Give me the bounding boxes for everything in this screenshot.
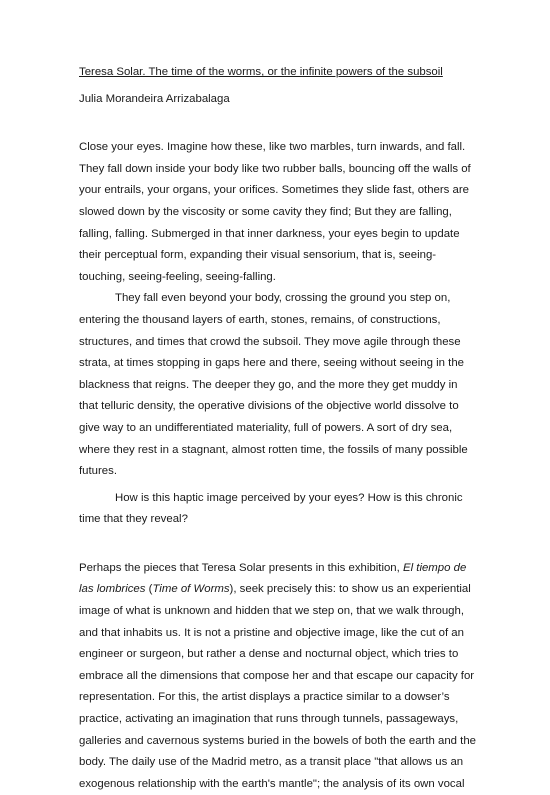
paragraph-4-text-after: ), seek precisely this: to show us an experiential image of what is unknown and hidden that we step on, that we walk through, and that inhabits us. It is not a pristine and objective image, like the cut of an engineer or surgeon, but rather a dense and nocturnal object, which tries to embrace all the dimensions that compose her and that escape our capacity for representation. For this, the artist displays a practice similar to a dowser’s practice, activating an imagination that runs through tunnels, passageways, galleries and cavernous systems buried in the bowels of both the earth and the body. The daily use of the Madrid metro, as a transit place "that allows us an exogenous relationship with the earth's mantle"; the analysis of its own vocal [79, 583, 477, 790]
paragraph-2: They fall even beyond your body, crossing the ground you step on, entering the thousand layers of earth, stones, remains, of constructions, structures, and times that crowd the subsoil. They move agile through these strata, at times stopping in gaps here and there, seeing without seeing in the blackness that reigns. The deeper they go, and the more they get muddy in that telluric density, the operative divisions of the objective world dissolve to give way to an undifferentiated materiality, full of powers. A sort of dry sea, where they rest in a stagnant, almost rotten time, the fossils of many possible futures. [79, 292, 468, 478]
paragraph-4-text-before: Perhaps the pieces that Teresa Solar presents in this exhibition, [79, 561, 403, 574]
paragraph-3: How is this haptic image perceived by your eyes? How is this chronic time that they reveal? [79, 491, 463, 526]
document-author: Julia Morandeira Arrizabalaga [79, 92, 230, 105]
paragraph-4 [79, 558, 479, 795]
exhibition-title-english: Time of Worms [152, 583, 230, 596]
document-page [79, 62, 479, 795]
paragraph-1: Close your eyes. Imagine how these, like two marbles, turn inwards, and fall. They fall down inside your body like two rubber balls, bouncing off the walls of your entrails, your organs, your orifices. Sometimes they slide fast, others are slowed down by the viscosity or some cavity they find; But they are falling, falling, falling. Submerged in that inner darkness, your eyes begin to update their perceptual form, expanding their visual sensorium, that is, seeing-touching, seeing-feeling, seeing-falling. [79, 141, 471, 283]
document-title: Teresa Solar. The time of the worms, or the infinite powers of the subsoil [79, 66, 443, 78]
paragraph-4-text-mid: ( [145, 583, 153, 596]
exhibition-title-spanish: El tiempo de las lombrices [79, 561, 467, 596]
